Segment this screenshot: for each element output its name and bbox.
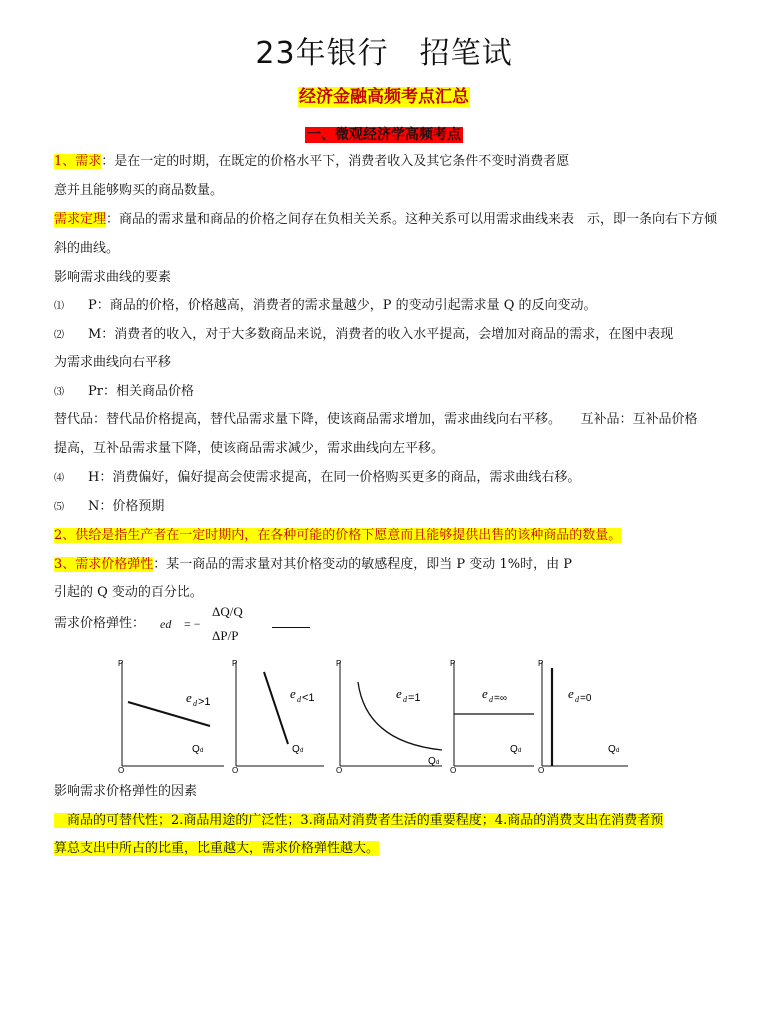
paragraph-supply: 2、供给是指生产者在一定时期内，在各种可能的价格下愿意而且能够提供出售的该种商品的数量。	[54, 528, 622, 543]
factor-4: ⑷ H：消费偏好，偏好提高会使需求提高，在同一价格购买更多的商品，需求曲线右移。	[54, 470, 581, 485]
paragraph-demand: 1、需求：是在一定的时期，在既定的价格水平下，消费者收入及其它条件不变时消费者愿	[54, 154, 570, 169]
elasticity-sub: d	[575, 695, 579, 704]
paragraph-elasticity-cont: 引起的 Q 变动的百分比。	[54, 585, 203, 600]
graph-perfectly-inelastic	[532, 658, 632, 773]
factors-heading: 影响需求曲线的要素	[54, 270, 172, 285]
graph-elastic	[112, 658, 227, 773]
paragraph-demand-cont: 意并且能够购买的商品数量。	[54, 183, 224, 198]
axis-q: Q	[510, 744, 518, 755]
factor-2-cont: 为需求曲线向右平移	[54, 355, 172, 370]
elasticity-factors-line2: 算总支出中所占的比重，比重越大，需求价格弹性越大。	[54, 841, 380, 856]
elasticity-sub: d	[297, 695, 301, 704]
graph-unit-elastic	[330, 658, 445, 773]
elasticity-relation: <1	[302, 692, 315, 704]
axis-q-sub: d	[300, 748, 304, 754]
axis-origin: O	[118, 766, 125, 775]
factor-2: ⑵ M：消费者的收入，对于大多数商品来说，消费者的收入水平提高，会增加对商品的需求，在图中表现	[54, 327, 674, 342]
section-heading: 一、微观经济学高频考点	[307, 127, 461, 143]
graph-inelastic-svg	[226, 658, 326, 773]
paragraph-demand-law: 需求定理：商品的需求量和商品的价格之间存在负相关关系。这种关系可以用需求曲线来表 示，即一条向右下方倾	[54, 212, 718, 227]
substitute-line: 替代品：替代品价格提高，替代品需求量下降，使该商品需求增加，需求曲线向右平移。 互补品：互补品价格	[54, 412, 698, 427]
axis-q: Q	[192, 744, 200, 755]
axis-p: P	[118, 659, 124, 668]
elasticity-label: e	[396, 686, 402, 701]
formula-numerator: ΔQ/Q	[212, 604, 243, 619]
axis-q: Q	[292, 744, 300, 755]
axis-p: P	[336, 659, 342, 668]
formula-label: 需求价格弹性：	[54, 616, 146, 631]
axis-q-sub: d	[616, 748, 620, 754]
graph-elastic-svg	[112, 658, 227, 773]
elasticity-relation: =1	[408, 692, 421, 704]
elasticity-sub: d	[193, 699, 197, 708]
elasticity-relation: =∞	[494, 693, 507, 704]
page-title: 23年银行 招笔试	[255, 36, 513, 71]
graph-unit-elastic-svg	[330, 658, 445, 773]
elasticity-label: e	[568, 686, 574, 701]
axis-q-sub: d	[518, 748, 522, 754]
graph-perfectly-elastic-svg	[444, 658, 536, 773]
graph-perfectly-elastic	[444, 658, 536, 773]
formula-denominator: ΔP/P	[212, 628, 239, 643]
elasticity-relation: >1	[198, 696, 211, 708]
axis-q-sub: d	[436, 760, 440, 766]
paragraph-demand-law-cont: 斜的曲线。	[54, 241, 120, 256]
axis-origin: O	[538, 766, 545, 775]
formula-lhs: ed	[160, 617, 172, 631]
elasticity-factors-line1: 商品的可替代性；2.商品用途的广泛性；3.商品对消费者生活的重要程度；4.商品的消费支出在消费者预	[54, 813, 664, 828]
axis-origin: O	[450, 766, 457, 775]
elasticity-sub: d	[403, 695, 407, 704]
graph-perfectly-inelastic-svg	[532, 658, 632, 773]
elasticity-label: e	[482, 686, 488, 701]
graph-inelastic	[226, 658, 326, 773]
elasticity-factors-heading: 影响需求价格弹性的因素	[54, 784, 198, 799]
axis-origin: O	[232, 766, 239, 775]
axis-p: P	[450, 659, 456, 668]
axis-q-sub: d	[200, 748, 204, 754]
formula-rule	[272, 627, 310, 628]
elasticity-label: e	[290, 686, 296, 701]
complement-line: 提高，互补品需求量下降，使该商品需求减少，需求曲线向左平移。	[54, 441, 445, 456]
axis-origin: O	[336, 766, 343, 775]
axis-q: Q	[428, 756, 436, 767]
axis-p: P	[232, 659, 238, 668]
elasticity-sub: d	[489, 695, 493, 704]
factor-5: ⑸ N：价格预期	[54, 499, 165, 514]
axis-p: P	[538, 659, 544, 668]
subtitle: 经济金融高频考点汇总	[299, 87, 469, 107]
axis-q: Q	[608, 744, 616, 755]
paragraph-elasticity: 3、需求价格弹性：某一商品的需求量对其价格变动的敏感程度，即当 P 变动 1%时，由 P	[54, 557, 572, 572]
factor-1: ⑴ P：商品的价格，价格越高，消费者的需求量越少，P 的变动引起需求量 Q 的反向变动。	[54, 298, 597, 313]
elasticity-label: e	[186, 690, 192, 705]
formula-eq: = −	[184, 617, 201, 631]
elasticity-relation: =0	[580, 693, 592, 704]
factor-3: ⑶ Pr：相关商品价格	[54, 384, 194, 399]
